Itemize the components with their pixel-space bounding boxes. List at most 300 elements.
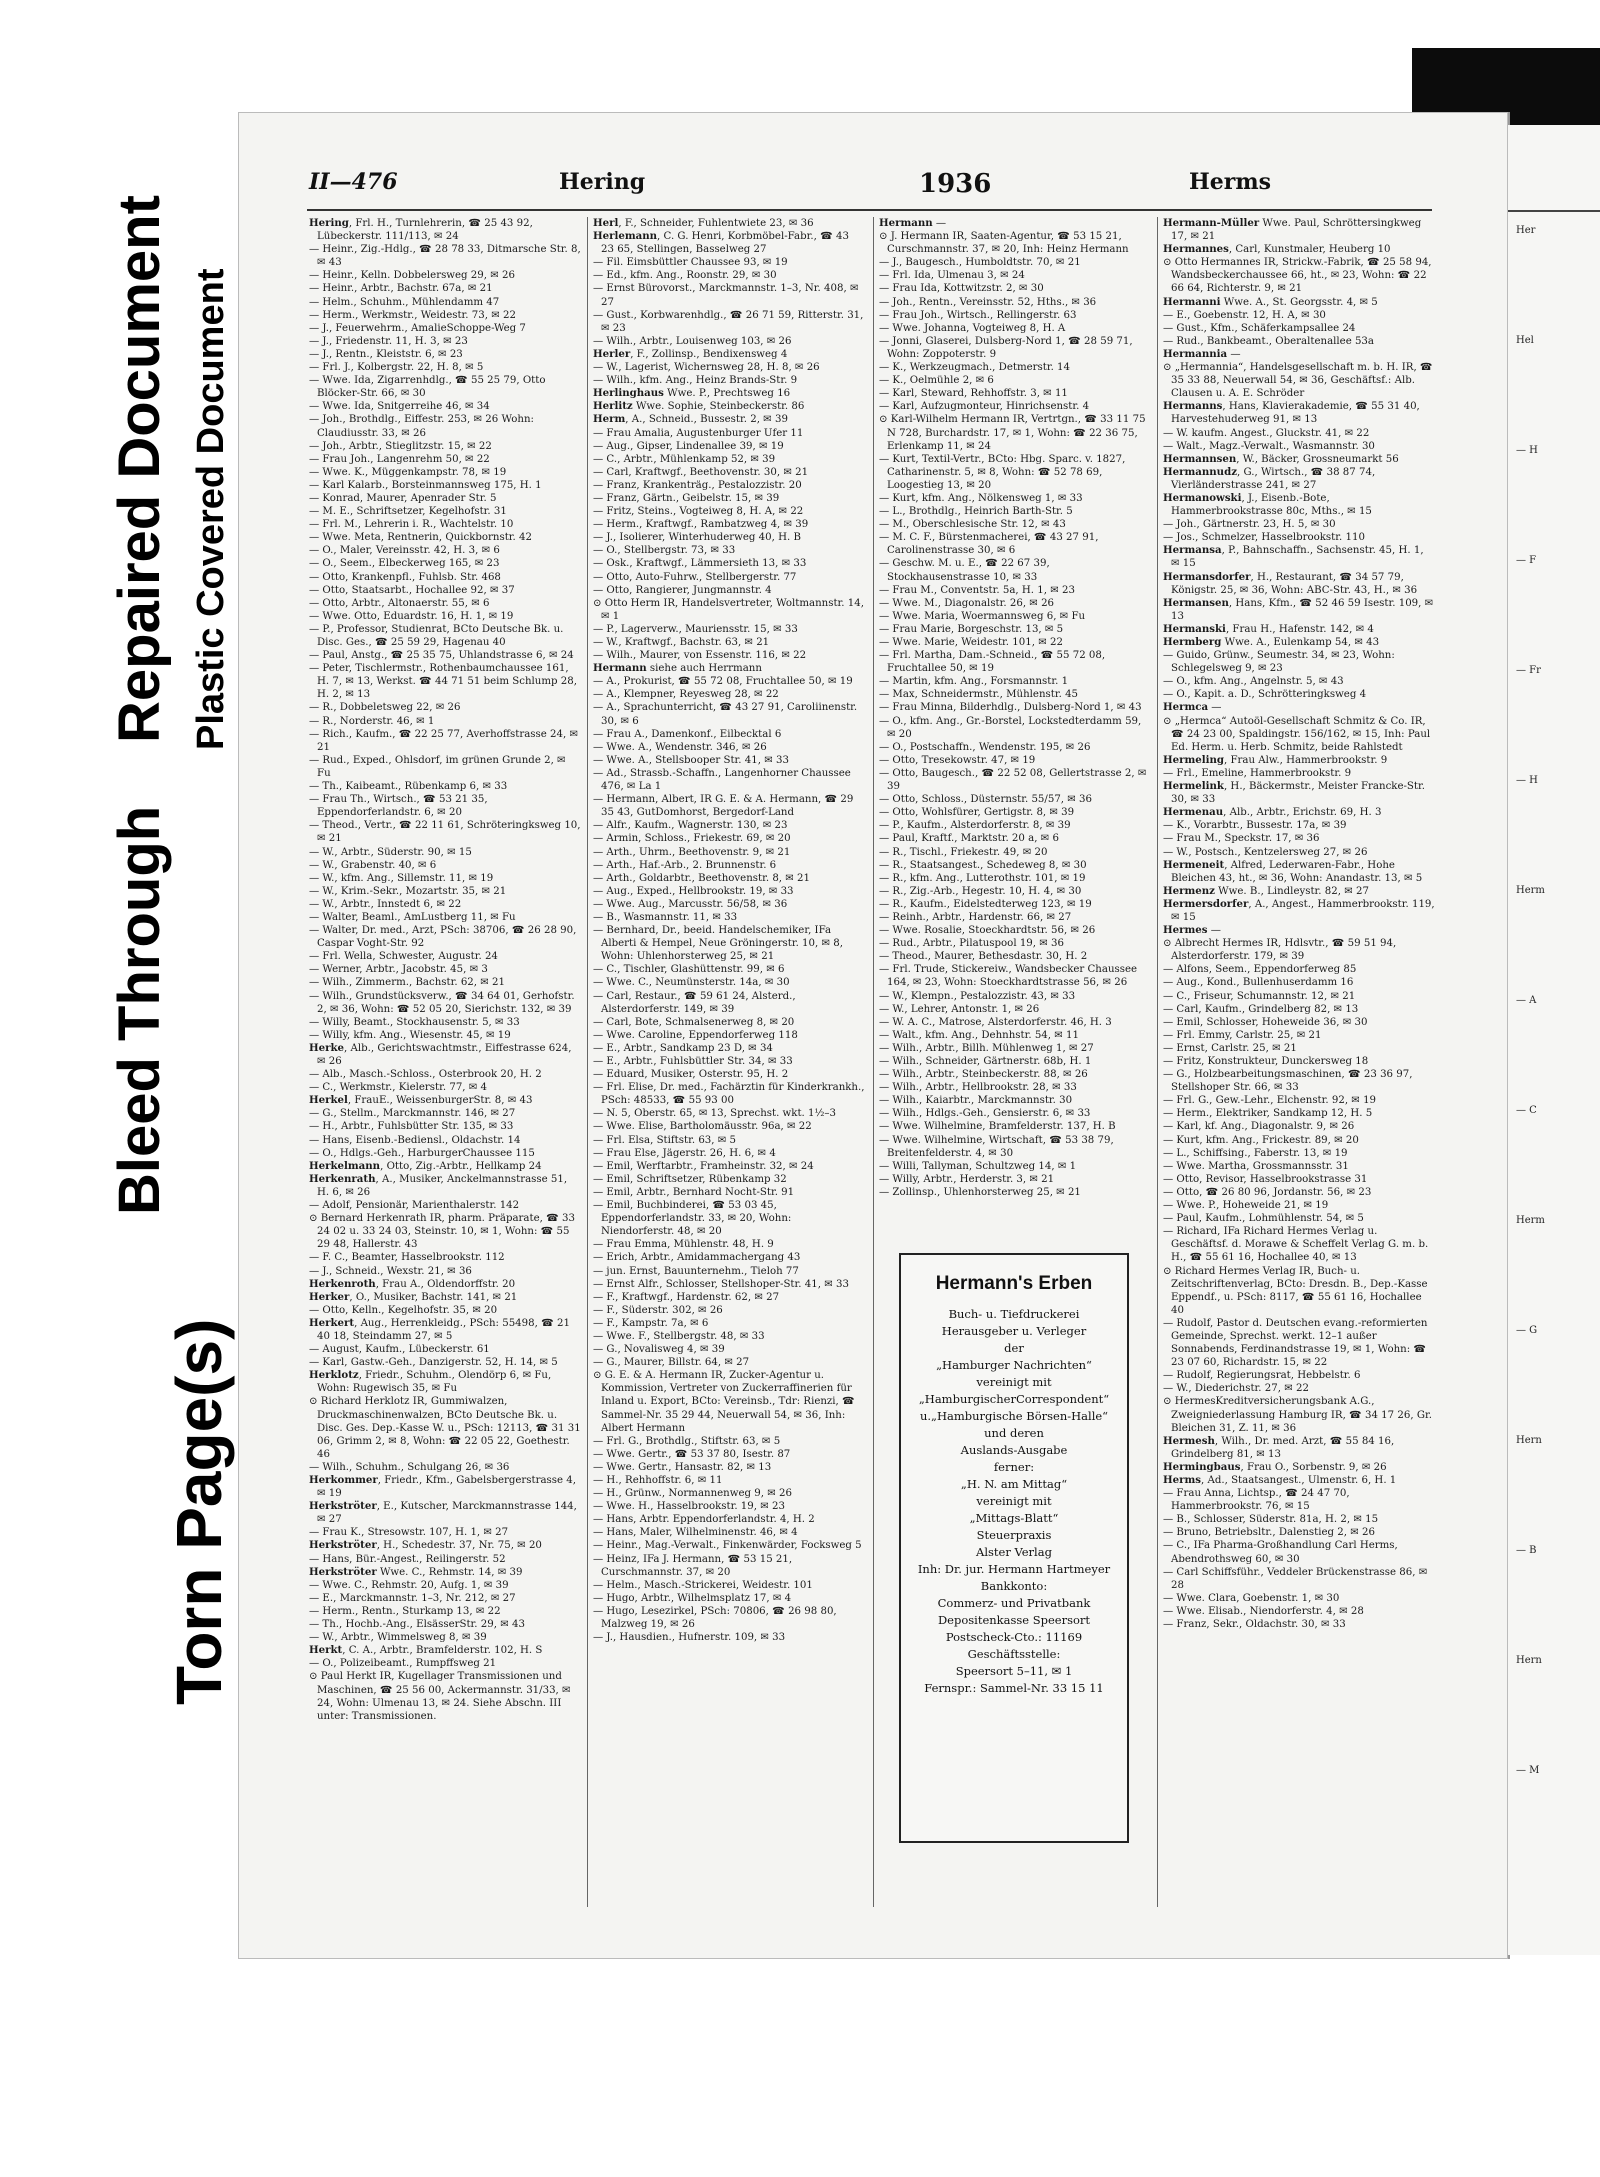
directory-entry: — W., Grabenstr. 40, ✉ 6 <box>309 859 437 871</box>
directory-entry: — Aug., Gipser, Lindenallee 39, ✉ 19 <box>593 440 784 452</box>
directory-entry: — Ad., Strassb.-Schaffn., Langenhorner Chaussee 476, ✉ La 1 <box>593 767 851 793</box>
directory-entry: — Reinh., Arbtr., Hardenstr. 66, ✉ 27 <box>879 911 1072 923</box>
directory-entry: — Hermann, Albert, IR G. E. & A. Hermann, ☎ 29 35 43, GutDomhorst, Bergedorf-Land <box>593 794 854 819</box>
directory-entry: — K., Werkzeugmach., Detmerstr. 14 <box>879 362 1071 374</box>
directory-entry: — jun. Ernst, Bauunternehm., Tieloh 77 <box>593 1265 799 1277</box>
directory-entry: — Herm., Kraftwgf., Rambatzweg 4, ✉ 39 <box>593 519 809 531</box>
directory-entry: Herler, F., Zollinsp., Bendixensweg 4 <box>593 347 788 360</box>
directory-entry: Hermenau, Alb., Arbtr., Erichstr. 69, H. 3 <box>1163 806 1382 819</box>
directory-entry: — Werner, Arbtr., Jacobstr. 45, ✉ 3 <box>309 964 488 976</box>
directory-entry: — Wwe. Aug., Marcusstr. 56/58, ✉ 36 <box>593 898 788 910</box>
directory-entry: — Wwe. Wilhelmine, Wirtschaft, ☎ 53 38 79, Breitenfelderstr. 4, ✉ 30 <box>879 1134 1114 1159</box>
directory-entry: — Heinr., Kelln. Dobbelersweg 29, ✉ 26 <box>309 270 515 282</box>
directory-entry: — Richard, IFa Richard Hermes Verlag u. Geschäftsf. d. Morawe & Scheffelt Verlag G. m. b. H., ☎ 55 61 16, Hochallee 40, ✉ 13 <box>1163 1226 1429 1264</box>
directory-entry: — Konrad, Maurer, Apenrader Str. 5 <box>309 492 497 504</box>
directory-entry: — Fritz, Konstrukteur, Dunckersweg 18 <box>1163 1056 1369 1067</box>
directory-column-2 <box>593 217 865 1907</box>
directory-entry: — J., Isolierer, Winterhuderweg 40, H. B <box>593 532 801 544</box>
directory-entry: — Walter, Dr. med., Arzt, PSch: 38706, ☎ 26 28 90, Caspar Voght-Str. 92 <box>309 925 577 950</box>
directory-entry: — F. C., Beamter, Hasselbrookstr. 112 <box>309 1252 505 1264</box>
directory-entry: — C., Friseur, Schumannstr. 12, ✉ 21 <box>1163 990 1356 1002</box>
directory-entry: — Rud., Arbtr., Pilatuspool 19, ✉ 36 <box>879 938 1064 950</box>
directory-entry: — M. E., Schriftsetzer, Kegelhofstr. 31 <box>309 506 507 518</box>
directory-entry: ⊙ Paul Herkt IR, Kugellager Transmissionen und Maschinen, ☎ 25 56 00, Ackermannstr. 31/33, ✉ 24, Wohn: Ulmenau 13, ✉ 24. Siehe Abschn. III unter: Transmissionen. <box>309 1671 571 1722</box>
directory-entry: Hermannia — <box>1163 347 1241 360</box>
directory-entry: — Emil, Werftarbtr., Framheinstr. 32, ✉ 24 <box>593 1160 814 1172</box>
directory-entry: — A., Sprachunterricht, ☎ 43 27 91, Caroliinenstr. 30, ✉ 6 <box>593 702 858 727</box>
directory-entry: Herlitz Wwe. Sophie, Steinbeckerstr. 86 <box>593 400 805 413</box>
advertisement-title: Hermann's Erben <box>935 1273 1093 1294</box>
directory-entry: — Frl., Emeline, Hammerbrookstr. 9 <box>1163 767 1352 779</box>
directory-entry: — Alfons, Seem., Eppendorferweg 85 <box>1163 964 1357 976</box>
directory-entry: — Carl, Kaufm., Grindelberg 82, ✉ 13 <box>1163 1003 1359 1015</box>
advertisement-line: „HamburgischerCorrespondent“ <box>918 1392 1110 1406</box>
directory-entry: — Alb., Masch.-Schloss., Osterbrook 20, H. 2 <box>309 1069 542 1081</box>
advertisement-line: Fernspr.: Sammel-Nr. 33 15 11 <box>924 1681 1104 1695</box>
directory-entry: — W. kaufm. Angest., Gluckstr. 41, ✉ 22 <box>1163 427 1370 439</box>
directory-entry: — Ernst Bürovorst., Marckmannstr. 1–3, Nr. 408, ✉ 27 <box>593 283 859 308</box>
directory-entry: — Wwe. Otto, Eduardstr. 16, H. 1, ✉ 19 <box>309 610 514 622</box>
directory-entry: — B., Schlosser, Süderstr. 81a, H. 2, ✉ 15 <box>1163 1514 1379 1526</box>
directory-entry: Hermannes, Carl, Kunstmaler, Heuberg 10 <box>1163 243 1391 256</box>
directory-entry: — Herm., Rentn., Sturkamp 13, ✉ 22 <box>309 1605 501 1617</box>
directory-entry: ⊙ G. E. & A. Hermann IR, Zucker-Agentur u. Kommission, Vertreter von Zuckerraffinerien für Inland u. Export, BCto: Vereinsb., Tdr: Rienzi, ☎ Sammel-Nr. 35 29 44, Neuerwall 54, ✉ 36, Inh: Albert Hermann <box>593 1370 855 1434</box>
directory-entry: — Theod., Maurer, Bethesdastr. 30, H. 2 <box>879 951 1088 963</box>
directory-entry: ⊙ Albrecht Hermes IR, Hdlsvtr., ☎ 59 51 94, Alsterdorferstr. 179, ✉ 39 <box>1163 938 1397 963</box>
directory-entry: Hermansen, Hans, Kfm., ☎ 52 46 59 Isestr. 109, ✉ 13 <box>1163 596 1434 622</box>
advertisement-line: Postscheck-Cto.: 11169 <box>945 1630 1083 1644</box>
directory-entry: — Erich, Arbtr., Amidammachergang 43 <box>593 1252 801 1264</box>
directory-entry: — Wwe. Marie, Weidestr. 101, ✉ 22 <box>879 637 1063 648</box>
directory-entry: Hermannudz, G., Wirtsch., ☎ 38 87 74, Vierländerstrasse 241, ✉ 27 <box>1163 465 1376 491</box>
directory-entry: — H., Grünw., Normannenweg 9, ✉ 26 <box>593 1488 792 1500</box>
directory-entry: — Martin, kfm. Ang., Forsmannstr. 1 <box>879 676 1069 688</box>
directory-entry: — Paul, Kaufm., Lohmühlenstr. 54, ✉ 5 <box>1163 1213 1364 1225</box>
directory-entry: Herker, O., Musiker, Bachstr. 141, ✉ 21 <box>309 1290 518 1303</box>
directory-entry: — Carl, Bote, Schmalsenerweg 8, ✉ 20 <box>593 1016 795 1028</box>
directory-entry: — Peter, Tischlermstr., Rothenbaumchaussee 161, H. 7, ✉ 13, Werkst. ☎ 44 71 51 beim Schlump 28, H. 2, ✉ 13 <box>309 663 577 701</box>
directory-entry: — Herm., Werkmstr., Weidestr. 73, ✉ 22 <box>309 309 516 321</box>
directory-entry: — Frl. Elise, Dr. med., Fachärztin für Kinderkrankh., PSch: 48533, ☎ 55 93 00 <box>593 1082 865 1107</box>
directory-page <box>238 112 1508 1959</box>
directory-entry: — Carl Schiffsführ., Veddeler Brückenstrasse 86, ✉ 28 <box>1163 1566 1428 1591</box>
adjacent-page-fragment: — Fr <box>1516 665 1541 676</box>
directory-entry: — Arth., Haf.-Arb., 2. Brunnenstr. 6 <box>593 859 777 871</box>
directory-entry: — R., Norderstr. 46, ✉ 1 <box>309 715 435 727</box>
directory-entry: — R., Tischl., Friekestr. 49, ✉ 20 <box>879 846 1048 858</box>
page-header <box>309 169 1439 209</box>
directory-entry: — Emil, Arbtr., Bernhard Nocht-Str. 91 <box>593 1186 795 1198</box>
directory-entry: — W., Krim.-Sekr., Mozartstr. 35, ✉ 21 <box>309 885 507 897</box>
directory-entry: — Heinr., Arbtr., Bachstr. 67a, ✉ 21 <box>309 283 493 295</box>
directory-entry: Hermanski, Frau H., Hafenstr. 142, ✉ 4 <box>1163 622 1374 635</box>
directory-entry: — W., Postsch., Kentzelersweg 27, ✉ 26 <box>1163 846 1368 858</box>
directory-entry: — N. 5, Oberstr. 65, ✉ 13, Sprechst. wkt. 1½–3 <box>593 1108 836 1120</box>
directory-entry: — Wwe. C., Rehmstr. 20, Aufg. 1, ✉ 39 <box>309 1579 509 1591</box>
directory-entry: — Ernst, Carlstr. 25, ✉ 21 <box>1163 1042 1297 1054</box>
directory-entry: — R., Kaufm., Eidelstedterweg 123, ✉ 19 <box>879 898 1092 910</box>
directory-entry: — Frau M., Conventstr. 5a, H. 1, ✉ 23 <box>879 584 1075 596</box>
directory-entry: — E., Arbtr., Fuhlsbüttler Str. 34, ✉ 33 <box>593 1056 793 1067</box>
directory-entry: — Osk., Kraftwgf., Lämmersieth 13, ✉ 33 <box>593 558 807 570</box>
advertisement-line: Alster Verlag <box>976 1545 1052 1559</box>
directory-entry: — W., kfm. Ang., Sillemstr. 11, ✉ 19 <box>309 872 494 884</box>
advertisement-line: vereinigt mit <box>976 1494 1052 1508</box>
directory-entry: Herkt, C. A., Arbtr., Bramfelderstr. 102, H. S <box>309 1644 543 1657</box>
directory-entry: Herkströter Wwe. C., Rehmstr. 14, ✉ 39 <box>309 1565 523 1578</box>
directory-entry: — Wilh., Kaiarbtr., Marckmannstr. 30 <box>879 1095 1073 1107</box>
directory-entry: — Wilh., Schneider, Gärtnerstr. 68b, H. 1 <box>879 1056 1092 1067</box>
directory-entry: — Heinr., Zig.-Hdlg., ☎ 28 78 33, Ditmarsche Str. 8, ✉ 43 <box>309 244 581 269</box>
directory-entry: — C., IFa Pharma-Großhandlung Carl Herms, Abendrothsweg 60, ✉ 30 <box>1163 1540 1398 1565</box>
directory-entry: — Walt., kfm. Ang., Dehnhstr. 54, ✉ 11 <box>879 1029 1079 1041</box>
directory-entry: — Frau Minna, Bilderhdlg., Dulsberg-Nord 1, ✉ 43 <box>879 702 1142 714</box>
directory-entry: — Paul, Anstg., ☎ 25 35 75, Uhlandstrasse 6, ✉ 24 <box>309 650 574 662</box>
directory-entry: — Wwe. C., Neumünsterstr. 14a, ✉ 30 <box>593 977 790 989</box>
directory-entry: — Rud., Exped., Ohlsdorf, im grünen Grunde 2, ✉ Fu <box>309 754 566 779</box>
directory-entry: ⊙ Otto Hermannes IR, Strickw.-Fabrik, ☎ 25 58 94, Wandsbeckerchaussee 66, ht., ✉ 23, Wohn: ☎ 22 66 64, Richterstr. 9, ✉ 21 <box>1163 257 1432 295</box>
directory-entry: — Joh., Arbtr., Stieglitzstr. 15, ✉ 22 <box>309 440 492 452</box>
directory-entry: — Geschw. M. u. E., ☎ 22 67 39, Stockhausenstrasse 10, ✉ 33 <box>879 558 1050 583</box>
column-divider <box>873 217 874 1907</box>
directory-entry: — Wwe. Meta, Rentnerin, Quickbornstr. 42 <box>309 532 532 544</box>
directory-entry: — O., Stellbergstr. 73, ✉ 33 <box>593 545 736 557</box>
directory-entry: Herkel, FrauE., WeissenburgerStr. 8, ✉ 43 <box>309 1094 533 1107</box>
directory-entry: — Otto, Revisor, Hasselbrookstrasse 31 <box>1163 1173 1368 1185</box>
directory-entry: — Gust., Korbwarenhdlg., ☎ 26 71 59, Ritterstr. 31, ✉ 23 <box>593 309 864 334</box>
directory-entry: — F., Süderstr. 302, ✉ 26 <box>593 1304 723 1316</box>
directory-entry: — Otto, Kelln., Kegelhofstr. 35, ✉ 20 <box>309 1304 498 1316</box>
directory-entry: — Wilh., Hdlgs.-Geh., Gensierstr. 6, ✉ 33 <box>879 1108 1091 1120</box>
directory-entry: Hermanns, Hans, Klavierakademie, ☎ 55 31 40, Harvestehuderweg 91, ✉ 13 <box>1163 400 1420 426</box>
advertisement-line: Steuerpraxis <box>976 1528 1052 1542</box>
directory-entry: Herms, Ad., Staatsangest., Ulmenstr. 6, H. 1 <box>1163 1474 1397 1486</box>
directory-entry: — C., Arbtr., Mühlenkamp 52, ✉ 39 <box>593 453 776 465</box>
directory-entry: Herlinghaus Wwe. P., Prechtsweg 16 <box>593 387 791 400</box>
directory-entry: — E., Arbtr., Sandkamp 23 D, ✉ 34 <box>593 1042 773 1054</box>
advertisement-line: vereinigt mit <box>976 1375 1052 1389</box>
adjacent-page-fragment: — B <box>1516 1545 1537 1556</box>
directory-entry: — A., Prokurist, ☎ 55 72 08, Fruchtallee 50, ✉ 19 <box>593 676 853 688</box>
directory-entry: — Helm., Schuhm., Mühlendamm 47 <box>309 296 500 308</box>
adjacent-page-fragment: — H <box>1516 445 1538 456</box>
directory-entry: — Franz, Sekr., Oldachstr. 30, ✉ 33 <box>1163 1619 1346 1631</box>
adjacent-page-fragment: — M <box>1516 1765 1540 1776</box>
directory-entry: — Wwe. Rosalie, Stoeckhardtstr. 56, ✉ 26 <box>879 925 1096 937</box>
directory-entry: — Frau Else, Jägerstr. 26, H. 6, ✉ 4 <box>593 1147 776 1159</box>
directory-entry: — O., Hdlgs.-Geh., HarburgerChaussee 115 <box>309 1147 535 1159</box>
directory-column-1 <box>309 217 581 1907</box>
directory-entry: — Guido, Grünw., Seumestr. 34, ✉ 23, Wohn: Schlegelsweg 9, ✉ 23 <box>1163 650 1395 675</box>
directory-entry: — G., Stellm., Marckmannstr. 146, ✉ 27 <box>309 1108 516 1120</box>
directory-entry: — L., Brothdlg., Heinrich Barth-Str. 5 <box>879 506 1073 518</box>
directory-entry: — W. A. C., Matrose, Alsterdorferstr. 46, H. 3 <box>879 1016 1112 1028</box>
directory-entry: — Wwe. P., Hoheweide 21, ✉ 19 <box>1163 1200 1329 1212</box>
directory-entry: — Wwe. Elise, Bartholomäusstr. 96a, ✉ 22 <box>593 1121 812 1133</box>
directory-entry: — Otto, Arbtr., Altonaerstr. 55, ✉ 6 <box>309 597 490 609</box>
directory-entry: — B., Wasmannstr. 11, ✉ 33 <box>593 911 738 923</box>
directory-entry: — Otto, ☎ 26 80 96, Jordanstr. 56, ✉ 23 <box>1163 1186 1372 1198</box>
directory-entry: — Joh., Rentn., Vereinsstr. 52, Hths., ✉ 36 <box>879 296 1097 308</box>
header-last-entry: Herms <box>1189 169 1272 195</box>
directory-entry: — Willy, Beamt., Stockhausenstr. 5, ✉ 33 <box>309 1016 520 1028</box>
directory-entry: — Frau M., Speckstr. 17, ✉ 36 <box>1163 833 1320 845</box>
directory-entry: — Franz, Gärtn., Geibelstr. 15, ✉ 39 <box>593 492 780 504</box>
directory-entry: — Heinr., Mag.-Verwalt., Finkenwärder, Focksweg 5 <box>593 1540 862 1552</box>
advertisement-line: u.„Hamburgische Börsen-Halle“ <box>919 1409 1109 1423</box>
directory-entry: — M. C. F., Bürstenmacherei, ☎ 43 27 91, Carolinenstrasse 30, ✉ 6 <box>879 532 1099 557</box>
page-number: II—476 <box>309 169 398 195</box>
directory-entry: — Carl, Restaur., ☎ 59 61 24, Alsterd., Alsterdorferstr. 149, ✉ 39 <box>593 990 796 1015</box>
directory-column-4 <box>1163 217 1435 1907</box>
directory-entry: — Frl. Trude, Stickereiw., Wandsbecker Chaussee 164, ✉ 23, Wohn: Stoeckhardtstrasse 56, ✉ 26 <box>879 964 1138 989</box>
directory-entry: Herkströter, E., Kutscher, Marckmannstrasse 144, ✉ 27 <box>309 1500 577 1526</box>
directory-entry: — J., Rentn., Kleiststr. 6, ✉ 23 <box>309 348 463 360</box>
directory-entry: — Th., Hochb.-Ang., ElsässerStr. 29, ✉ 43 <box>309 1619 525 1631</box>
directory-entry: — Frl. M., Lehrerin i. R., Wachtelstr. 10 <box>309 519 514 531</box>
directory-entry: — Wwe. Maria, Woermannsweg 6, ✉ Fu <box>879 610 1086 622</box>
directory-entry: — Kurt, kfm. Ang., Nölkensweg 1, ✉ 33 <box>879 492 1083 504</box>
directory-entry: — J., Schneid., Wexstr. 21, ✉ 36 <box>309 1265 472 1277</box>
adjacent-page-fragment: Hern <box>1516 1435 1542 1446</box>
directory-entry: — Eduard, Musiker, Osterstr. 95, H. 2 <box>593 1069 789 1081</box>
directory-entry: — Frau Joh., Langenrehm 50, ✉ 22 <box>309 453 490 465</box>
directory-entry: — Wilh., Maurer, von Essenstr. 116, ✉ 22 <box>593 650 807 662</box>
directory-entry: — Rudolf, Pastor d. Deutschen evang.-reformierten Gemeinde, Sprechst. werkt. 12–1 außer Sonnabends, Ferdinandstrasse 19, ✉ 1, Wohn: ☎ 23 07 60, Richardstr. 15, ✉ 22 <box>1163 1317 1428 1369</box>
adjacent-page-edge <box>1508 125 1600 1955</box>
directory-entry: — O., Kapit. a. D., Schrötteringksweg 4 <box>1163 689 1367 701</box>
torn-pages-label: Torn Page(s) <box>163 1318 235 1705</box>
directory-entry: — Wwe. Wilhelmine, Bramfelderstr. 137, H. B <box>879 1121 1116 1133</box>
directory-entry: Herkenroth, Frau A., Oldendorffstr. 20 <box>309 1277 516 1290</box>
directory-entry: — Bruno, Betriebsltr., Dalenstieg 2, ✉ 26 <box>1163 1527 1376 1539</box>
directory-entry: — Willy, Arbtr., Herderstr. 3, ✉ 21 <box>879 1173 1055 1185</box>
directory-entry: Herkenrath, A., Musiker, Anckelmannstrasse 51, H. 6, ✉ 26 <box>309 1172 568 1198</box>
directory-entry: — Otto, Baugesch., ☎ 22 52 08, Gellertstrasse 2, ✉ 39 <box>879 767 1147 793</box>
directory-entry: — Wilh., Zimmerm., Bachstr. 62, ✉ 21 <box>309 977 505 989</box>
directory-entry: — Wwe. Caroline, Eppendorferweg 118 <box>593 1029 798 1041</box>
directory-entry: — Joh., Gärtnerstr. 23, H. 5, ✉ 30 <box>1163 519 1336 531</box>
directory-entry: — Frl. Ida, Ulmenau 3, ✉ 24 <box>879 270 1025 282</box>
directory-entry: — P., Lagerverw., Mauriensstr. 15, ✉ 33 <box>593 623 798 635</box>
directory-entry: — Aug., Kond., Bullenhuserdamm 16 <box>1163 977 1354 989</box>
advertisement-line: und deren <box>984 1426 1044 1440</box>
directory-entry: — Bernhard, Dr., beeid. Handelschemiker, IFa Alberti & Hempel, Neue Gröningerstr. 10, ✉ 8, Wohn: Uhlenhorsterweg 25, ✉ 21 <box>593 925 843 963</box>
plastic-covered-label: Plastic Covered Document <box>190 268 232 750</box>
directory-entry: — Ed., kfm. Ang., Roonstr. 29, ✉ 30 <box>593 270 777 282</box>
directory-entry: Herkelmann, Otto, Zig.-Arbtr., Hellkamp 24 <box>309 1159 542 1172</box>
directory-entry: — H., Arbtr., Fuhlsbütter Str. 135, ✉ 33 <box>309 1121 514 1133</box>
directory-entry: — Gust., Kfm., Schäferkampsallee 24 <box>1163 322 1356 334</box>
directory-entry: — Otto, Auto-Fuhrw., Stellbergerstr. 77 <box>593 571 797 583</box>
advertisement-line: Herausgeber u. Verleger <box>941 1324 1087 1338</box>
adjacent-page-fragment: Hel <box>1516 335 1534 346</box>
directory-entry: — J., Feuerwehrm., AmalieSchoppe-Weg 7 <box>309 322 526 334</box>
directory-entry: — Wwe. M., Diagonalstr. 26, ✉ 26 <box>879 597 1055 609</box>
directory-entry: Hering, Frl. H., Turnlehrerin, ☎ 25 43 92, Lübeckerstr. 111/113, ✉ 24 <box>309 217 533 243</box>
directory-entry: Hermersdorfer, A., Angest., Hammerbrookstr. 119, ✉ 15 <box>1163 897 1435 923</box>
advertisement-line: Bankkonto: <box>980 1579 1048 1593</box>
directory-entry: — Hans, Eisenb.-Bediensl., Oldachstr. 14 <box>309 1134 521 1146</box>
directory-entry: — K., Vorarbtr., Bussestr. 17a, ✉ 39 <box>1163 820 1347 832</box>
directory-entry: — O., Seem., Elbeckerweg 165, ✉ 23 <box>309 558 500 570</box>
directory-entry: Hermann — <box>879 217 947 229</box>
directory-entry: — Wwe. Gertr., Hansastr. 82, ✉ 13 <box>593 1461 772 1473</box>
advertisement-line: Geschäftsstelle: <box>967 1647 1061 1661</box>
directory-entry: — Frl. G., Brothdlg., Stiftstr. 63, ✉ 5 <box>593 1435 781 1447</box>
directory-entry: — J., Baugesch., Humboldtstr. 70, ✉ 21 <box>879 257 1081 269</box>
directory-entry: Hermannsen, W., Bäcker, Grossneumarkt 56 <box>1163 452 1399 465</box>
directory-entry: — Wilh., Arbtr., Steinbeckerstr. 88, ✉ 26 <box>879 1069 1088 1081</box>
directory-entry: ⊙ Otto Herm IR, Handelsvertreter, Woltmannstr. 14, ✉ 1 <box>593 597 864 622</box>
directory-entry: ⊙ „Hermca“ Autoöl-Gesellschaft Schmitz & Co. IR, ☎ 24 23 00, Spaldingstr. 156/162, ✉ 15, Inh: Paul Ed. Herm. u. Herb. Schmitz, beide Rahlstedt <box>1163 715 1431 753</box>
directory-entry: — Walter, Beaml., AmLustberg 11, ✉ Fu <box>309 911 516 923</box>
directory-entry: Hermberg Wwe. A., Eulenkamp 54, ✉ 43 <box>1163 636 1380 648</box>
directory-entry: — Wwe. Martha, Grossmannsstr. 31 <box>1163 1160 1349 1172</box>
directory-entry: Hermes — <box>1163 924 1221 937</box>
directory-entry: — W., Lagerist, Wichernsweg 28, H. 8, ✉ 26 <box>593 362 820 374</box>
directory-entry: — Wwe. A., Wendenstr. 346, ✉ 26 <box>593 741 767 753</box>
advertisement-line: Buch- u. Tiefdruckerei <box>948 1307 1080 1321</box>
directory-entry: Hermann siehe auch Herrmann <box>593 662 762 675</box>
directory-entry: — Hugo, Lesezirkel, PSch: 70806, ☎ 26 98 80, Malzweg 19, ✉ 26 <box>593 1605 837 1631</box>
directory-entry: — Willi, Tallyman, Schultzweg 14, ✉ 1 <box>879 1160 1077 1172</box>
directory-entry: — Wwe. A., Stellsbooper Str. 41, ✉ 33 <box>593 754 789 766</box>
directory-entry: — Willy, kfm. Ang., Wiesenstr. 45, ✉ 19 <box>309 1029 511 1041</box>
directory-entry: — Wilh., kfm. Ang., Heinz Brands-Str. 9 <box>593 375 798 387</box>
directory-entry: Hermeling, Frau Alw., Hammerbrookstr. 9 <box>1163 753 1388 766</box>
adjacent-page-fragment: — H <box>1516 775 1538 786</box>
directory-entry: — Otto, Wohlsfürer, Gertigstr. 8, ✉ 39 <box>879 807 1075 819</box>
header-year: 1936 <box>919 169 992 199</box>
directory-entry: — Max, Schneidermstr., Mühlenstr. 45 <box>879 689 1079 701</box>
directory-entry: — Th., Kaibeamt., Rübenkamp 6, ✉ 33 <box>309 781 508 793</box>
directory-entry: — Emil, Schriftsetzer, Rübenkamp 32 <box>593 1173 787 1185</box>
adjacent-page-rule <box>1508 210 1600 212</box>
directory-entry: Hermingbaus, Frau O., Sorbenstr. 9, ✉ 26 <box>1163 1460 1387 1473</box>
directory-entry: Herm, A., Schneid., Bussestr. 2, ✉ 39 <box>593 413 788 426</box>
advertisement-lines <box>901 1306 1127 1697</box>
directory-entry: — Wilh., Arbtr., Hellbrookstr. 28, ✉ 33 <box>879 1082 1077 1094</box>
directory-entry: — Arth., Goldarbtr., Beethovenstr. 8, ✉ 21 <box>593 872 811 884</box>
directory-entry: ⊙ Richard Hermes Verlag IR, Buch- u. Zeitschriftenverlag, BCto: Dresdn. B., Dep.-Kasse Eppendf., u. PSch: 8117, ☎ 55 61 16, Hochallee 40 <box>1163 1265 1428 1316</box>
directory-entry: — Paul, Kraftf., Marktstr. 20 a, ✉ 6 <box>879 833 1059 845</box>
bleed-through-label: Bleed Through <box>107 805 172 1215</box>
directory-entry: Herlemann, C. G. Henri, Korbmöbel-Fabr., ☎ 43 23 65, Stellingen, Basselweg 27 <box>593 230 849 256</box>
directory-entry: — Armin, Schloss., Friekestr. 69, ✉ 20 <box>593 833 791 845</box>
directory-entry: — Wwe. F., Stellbergstr. 48, ✉ 33 <box>593 1330 765 1342</box>
directory-entry: — Frl. J., Kolbergstr. 22, H. 8, ✉ 5 <box>309 362 484 374</box>
directory-entry: — Hans, Arbtr. Eppendorferlandstr. 4, H. 2 <box>593 1514 815 1526</box>
directory-entry: — Frau Th., Wirtsch., ☎ 53 21 35, Eppendorferlandstr. 6, ✉ 20 <box>309 794 488 819</box>
header-first-entry: Hering <box>559 169 646 195</box>
advertisement-line: der <box>1004 1341 1024 1355</box>
directory-entry: ⊙ Richard Herklotz IR, Gummiwalzen, Druckmaschinenwalzen, BCto Deutsche Bk. u. Disc. Ges. Dep.-Kasse W. u., PSch: 12113, ☎ 31 31 06, Grimm 2, ✉ 8, Wohn: ☎ 22 05 22, Goethestr. 46 <box>309 1396 581 1460</box>
directory-entry: — Frl. Wella, Schwester, Augustr. 24 <box>309 951 498 963</box>
directory-entry: — Fil. Eimsbüttler Chaussee 93, ✉ 19 <box>593 257 788 269</box>
directory-entry: Herke, Alb., Gerichtswachtmstr., Eiffestrasse 624, ✉ 26 <box>309 1041 572 1067</box>
advertisement-line: Depositenkasse Speersort <box>937 1613 1091 1627</box>
directory-entry: — R., kfm. Ang., Lutterothstr. 101, ✉ 19 <box>879 872 1086 884</box>
directory-entry: — Franz, Krankenträg., Pestalozzistr. 20 <box>593 479 802 491</box>
directory-entry: ⊙ HermesKreditversicherungsbank A.G., Zweigniederlassung Hamburg IR, ☎ 34 17 26, Gr. Bleichen 31, Z. 11, ✉ 36 <box>1163 1396 1432 1434</box>
directory-entry: — Wilh., Grundstücksverw., ☎ 34 64 01, Gerhofstr. 2, ✉ 36, Wohn: ☎ 52 05 20, Sierichstr. 132, ✉ 39 <box>309 990 575 1015</box>
directory-entry: — Ernst Alfr., Schlosser, Stellshoper-Str. 41, ✉ 33 <box>593 1278 849 1290</box>
directory-entry: — Zollinsp., Uhlenhorsterweg 25, ✉ 21 <box>879 1186 1081 1198</box>
advertisement-line: „H. N. am Mittag“ <box>960 1477 1068 1491</box>
directory-entry: — Aug., Exped., Hellbrookstr. 19, ✉ 33 <box>593 885 794 897</box>
directory-entry: — E., Goebenstr. 12, H. A, ✉ 30 <box>1163 309 1326 321</box>
directory-entry: — R., Staatsangest., Schedeweg 8, ✉ 30 <box>879 859 1087 871</box>
directory-entry: — J., Hausdien., Hufnerstr. 109, ✉ 33 <box>593 1632 786 1644</box>
advertisement-line: Inh: Dr. jur. Hermann Hartmeyer <box>917 1562 1111 1576</box>
directory-entry: — Frl. Elsa, Stiftstr. 63, ✉ 5 <box>593 1134 737 1146</box>
directory-entry: — W., Klempn., Pestalozzistr. 43, ✉ 33 <box>879 990 1076 1002</box>
directory-entry: Hermelink, H., Bäckermstr., Meister Francke-Str. 30, ✉ 33 <box>1163 780 1425 806</box>
directory-entry: — Wilh., Arbtr., Billh. Mühlenweg 1, ✉ 27 <box>879 1042 1094 1054</box>
advertisement-box <box>899 1253 1129 1843</box>
directory-entry: — Theod., Vertr., ☎ 22 11 61, Schröteringksweg 10, ✉ 21 <box>309 820 581 845</box>
directory-entry: ⊙ „Hermannia“, Handelsgesellschaft m. b. H. IR, ☎ 35 33 88, Neuerwall 54, ✉ 36, Geschäftsf.: Alb. Clausen u. A. E. Schröder <box>1163 362 1433 400</box>
directory-entry: — O., Postschaffn., Wendenstr. 195, ✉ 26 <box>879 741 1091 753</box>
adjacent-page-fragment: — G <box>1516 1325 1538 1336</box>
directory-entry: — Frau Joh., Wirtsch., Rellingerstr. 63 <box>879 309 1077 321</box>
directory-entry: ⊙ Karl-Wilhelm Hermann IR, Vertrtgn., ☎ 33 11 75 N 728, Burchardstr. 17, ✉ 1, Wohn: ☎ 22 36 75, Erlenkamp 11, ✉ 24 <box>879 414 1146 452</box>
directory-entry: — Fritz, Steins., Vogteiweg 8, H. A, ✉ 22 <box>593 506 804 518</box>
repaired-document-label: Repaired Document <box>107 195 172 743</box>
directory-entry: — Herm., Elektriker, Sandkamp 12, H. 5 <box>1163 1108 1373 1120</box>
directory-entry: — Frl. Martha, Dam.-Schneid., ☎ 55 72 08, Fruchtallee 50, ✉ 19 <box>879 650 1106 675</box>
directory-entry: — Emil, Schlosser, Hoheweide 36, ✉ 30 <box>1163 1016 1368 1028</box>
directory-entry: — Jonni, Glaserei, Dulsberg-Nord 1, ☎ 28 59 71, Wohn: Zoppoterstr. 9 <box>879 335 1133 360</box>
directory-entry: — O., Maler, Vereinsstr. 42, H. 3, ✉ 6 <box>309 545 500 557</box>
directory-entry: Hermanowski, J., Eisenb.-Bote, Hammerbrookstrasse 80c, Mths., ✉ 15 <box>1163 491 1372 518</box>
directory-entry: Herl, F., Schneider, Fuhlentwiete 23, ✉ 36 <box>593 217 814 229</box>
column-divider <box>1157 217 1158 1907</box>
directory-entry: Hermansa, P., Bahnschaffn., Sachsenstr. 45, H. 1, ✉ 15 <box>1163 544 1424 570</box>
directory-entry: — C., Werkmstr., Kielerstr. 77, ✉ 4 <box>309 1082 488 1094</box>
directory-entry: — O., kfm. Ang., Angelnstr. 5, ✉ 43 <box>1163 676 1344 688</box>
directory-entry: — Carl, Kraftwgf., Beethovenstr. 30, ✉ 21 <box>593 466 809 478</box>
directory-entry: — Wwe. K., Müggenkampstr. 78, ✉ 19 <box>309 466 507 478</box>
directory-entry: — A., Klempner, Reyesweg 28, ✉ 22 <box>593 689 779 701</box>
directory-entry: — Hugo, Arbtr., Wilhelmsplatz 17, ✉ 4 <box>593 1592 792 1604</box>
header-rule <box>307 209 1432 211</box>
directory-entry: — W., Lehrer, Antonstr. 1, ✉ 26 <box>879 1003 1040 1015</box>
directory-entry: — Frau A., Damenkonf., Eilbecktal 6 <box>593 728 782 740</box>
advertisement-line: „Mittags-Blatt“ <box>969 1511 1059 1525</box>
directory-entry: — G., Holzbearbeitungsmaschinen, ☎ 23 36 97, Stellshoper Str. 66, ✉ 33 <box>1163 1069 1413 1094</box>
directory-entry: Herkert, Aug., Herrenkleidg., PSch: 55498, ☎ 21 40 18, Steindamm 27, ✉ 5 <box>309 1316 570 1342</box>
directory-entry: — Wwe. Gertr., ☎ 53 37 80, Isestr. 87 <box>593 1448 791 1460</box>
directory-entry: — Hans, Bür.-Angest., Reilingerstr. 52 <box>309 1553 506 1565</box>
directory-entry: ⊙ Bernard Herkenrath IR, pharm. Präparate, ☎ 33 24 02 u. 33 24 03, Steinstr. 10, ✉ 1, Wohn: ☎ 55 29 48, Hallerstr. 43 <box>309 1213 575 1251</box>
directory-entry: — P., Kaufm., Alsterdorferstr. 8, ✉ 39 <box>879 820 1071 832</box>
directory-entry: — Walt., Magz.-Verwalt., Wasmannstr. 30 <box>1163 440 1375 452</box>
adjacent-page-fragment: — F <box>1516 555 1537 566</box>
directory-entry: Hermansdorfer, H., Restaurant, ☎ 34 57 79, Königstr. 25, ✉ 36, Wohn: ABC-Str. 43, H., ✉ 36 <box>1163 570 1418 596</box>
directory-entry: — August, Kaufm., Lübeckerstr. 61 <box>309 1344 490 1356</box>
directory-entry: Herkommer, Friedr., Kfm., Gabelsbergerstrasse 4, ✉ 19 <box>309 1474 576 1500</box>
directory-entry: — Jos., Schmelzer, Hasselbrookstr. 110 <box>1163 532 1365 544</box>
advertisement-line: Auslands-Ausgabe <box>960 1443 1068 1457</box>
directory-entry: — Karl, Steward, Rehhoffstr. 3, ✉ 11 <box>879 388 1068 400</box>
directory-entry: — Wwe. Ida, Zigarrenhdlg., ☎ 55 25 79, Otto Blöcker-Str. 66, ✉ 30 <box>309 375 546 400</box>
directory-entry: — H., Rehhoffstr. 6, ✉ 11 <box>593 1475 723 1486</box>
directory-entry: Hermanni Wwe. A., St. Georgsstr. 4, ✉ 5 <box>1163 295 1378 308</box>
directory-entry: Herkströter, H., Schedestr. 37, Nr. 75, ✉ 20 <box>309 1539 542 1552</box>
directory-entry: — W., Arbtr., Innstedt 6, ✉ 22 <box>309 898 462 910</box>
